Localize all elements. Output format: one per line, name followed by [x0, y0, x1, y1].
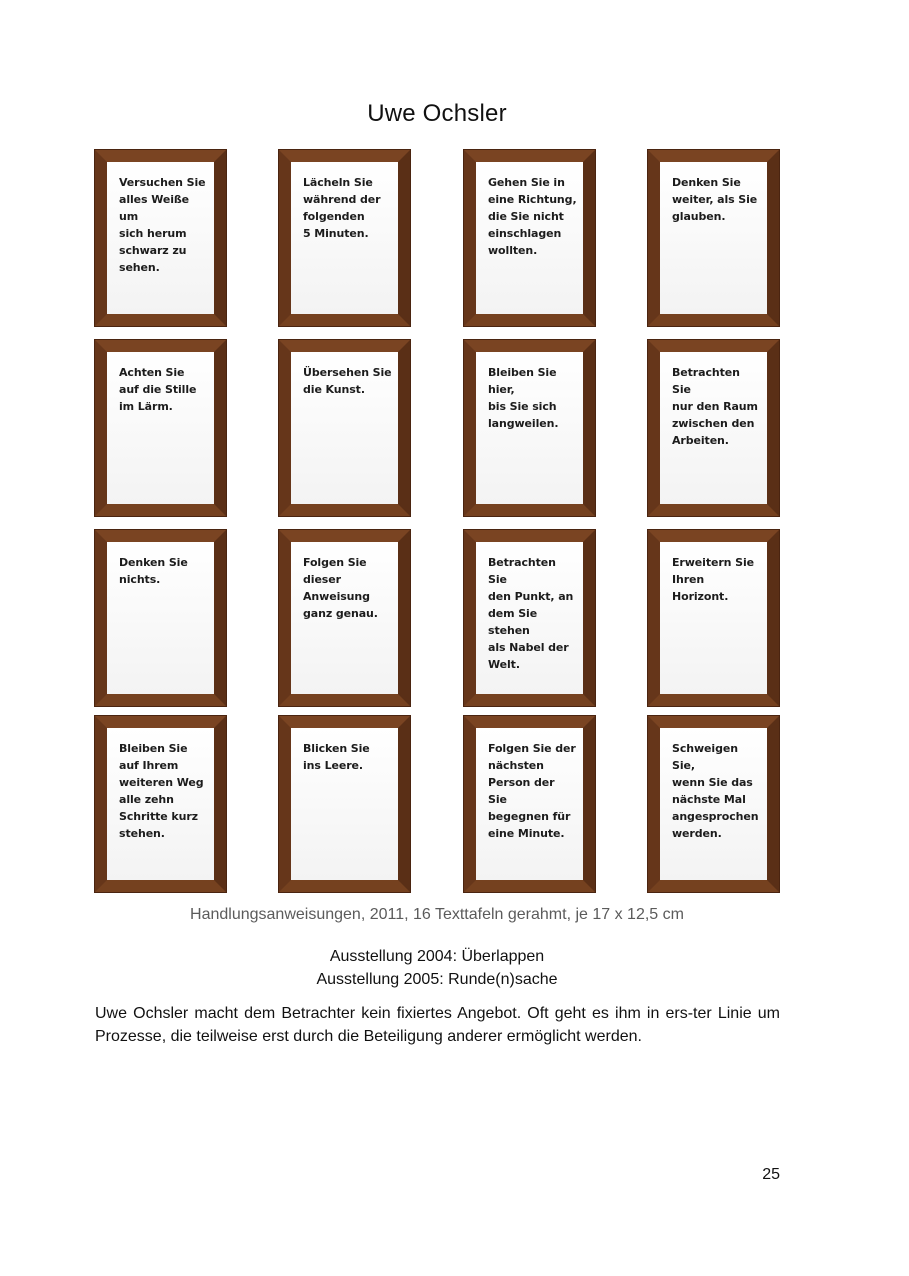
text-panel-text: Schweigen Sie, wenn Sie das nächste Mal angesprochen werden. — [672, 742, 759, 840]
text-panel-text: Lächeln Sie während der folgenden 5 Minuten. — [303, 176, 381, 240]
exhibition-line-1: Ausstellung 2004: Überlappen — [329, 948, 545, 965]
text-panel-card — [660, 728, 767, 880]
text-panel-frame — [648, 716, 779, 892]
text-panel-text: Folgen Sie der nächsten Person der Sie begegnen für eine Minute. — [488, 742, 576, 840]
text-panel-frame — [279, 530, 410, 706]
text-panel-text: Bleiben Sie auf Ihrem weiteren Weg alle zehn Schritte kurz stehen. — [119, 742, 204, 840]
artist-description: Uwe Ochsler macht dem Betrachter kein fixiertes Angebot. Oft geht es ihm in ers-ter Linie um Prozesse, die teilweise erst durch die Beteiligung anderer ermöglicht werden. — [95, 1005, 780, 1045]
text-panel-card — [476, 162, 583, 314]
text-panel-text: Bleiben Sie hier, bis Sie sich langweilen. — [488, 366, 559, 430]
text-panel-card — [107, 728, 214, 880]
text-panel-card — [291, 542, 398, 694]
artwork-grid — [95, 150, 779, 892]
text-panel-text: Betrachten Sie den Punkt, an dem Sie stehen als Nabel der Welt. — [488, 556, 574, 671]
text-panel-card — [476, 352, 583, 504]
text-panel-frame — [279, 340, 410, 516]
text-panel-card — [660, 162, 767, 314]
text-panel-frame — [279, 150, 410, 326]
text-panel-card — [291, 352, 398, 504]
text-panel-frame — [464, 716, 595, 892]
text-panel-frame — [648, 340, 779, 516]
text-panel-frame — [464, 340, 595, 516]
text-panel-card — [476, 542, 583, 694]
text-panel-text: Erweitern Sie Ihren Horizont. — [672, 556, 754, 603]
page-title: Uwe Ochsler — [367, 100, 507, 127]
exhibition-line-2: Ausstellung 2005: Runde(n)sache — [316, 971, 558, 988]
text-panel-frame — [279, 716, 410, 892]
text-panel-text: Denken Sie nichts. — [119, 556, 188, 586]
text-panel-frame — [464, 150, 595, 326]
text-panel-text: Betrachten Sie nur den Raum zwischen den Arbeiten. — [672, 366, 758, 447]
text-panel-text: Blicken Sie ins Leere. — [303, 742, 370, 772]
text-panel-card — [476, 728, 583, 880]
text-panel-card — [291, 728, 398, 880]
text-panel-text: Gehen Sie in eine Richtung, die Sie nicht einschlagen wollten. — [488, 176, 577, 257]
text-panel-text: Übersehen Sie die Kunst. — [303, 366, 392, 396]
text-panel-frame — [95, 716, 226, 892]
text-panel-text: Achten Sie auf die Stille im Lärm. — [119, 366, 197, 413]
text-panel-card — [660, 352, 767, 504]
text-panel-frame — [95, 150, 226, 326]
text-panel-frame — [648, 150, 779, 326]
text-panel-text: Denken Sie weiter, als Sie glauben. — [672, 176, 758, 223]
text-panel-text: Folgen Sie dieser Anweisung ganz genau. — [303, 556, 378, 620]
text-panel-text: Versuchen Sie alles Weiße um sich herum schwarz zu sehen. — [119, 176, 206, 274]
text-panel-frame — [95, 530, 226, 706]
text-panel-card — [107, 162, 214, 314]
text-panel-frame — [95, 340, 226, 516]
text-panel-card — [107, 542, 214, 694]
text-panel-card — [107, 352, 214, 504]
artwork-caption: Handlungsanweisungen, 2011, 16 Texttafeln gerahmt, je 17 x 12,5 cm — [190, 906, 684, 923]
page-number: 25 — [762, 1166, 780, 1183]
text-panel-frame — [464, 530, 595, 706]
text-panel-card — [291, 162, 398, 314]
text-panel-card — [660, 542, 767, 694]
text-panel-frame — [648, 530, 779, 706]
